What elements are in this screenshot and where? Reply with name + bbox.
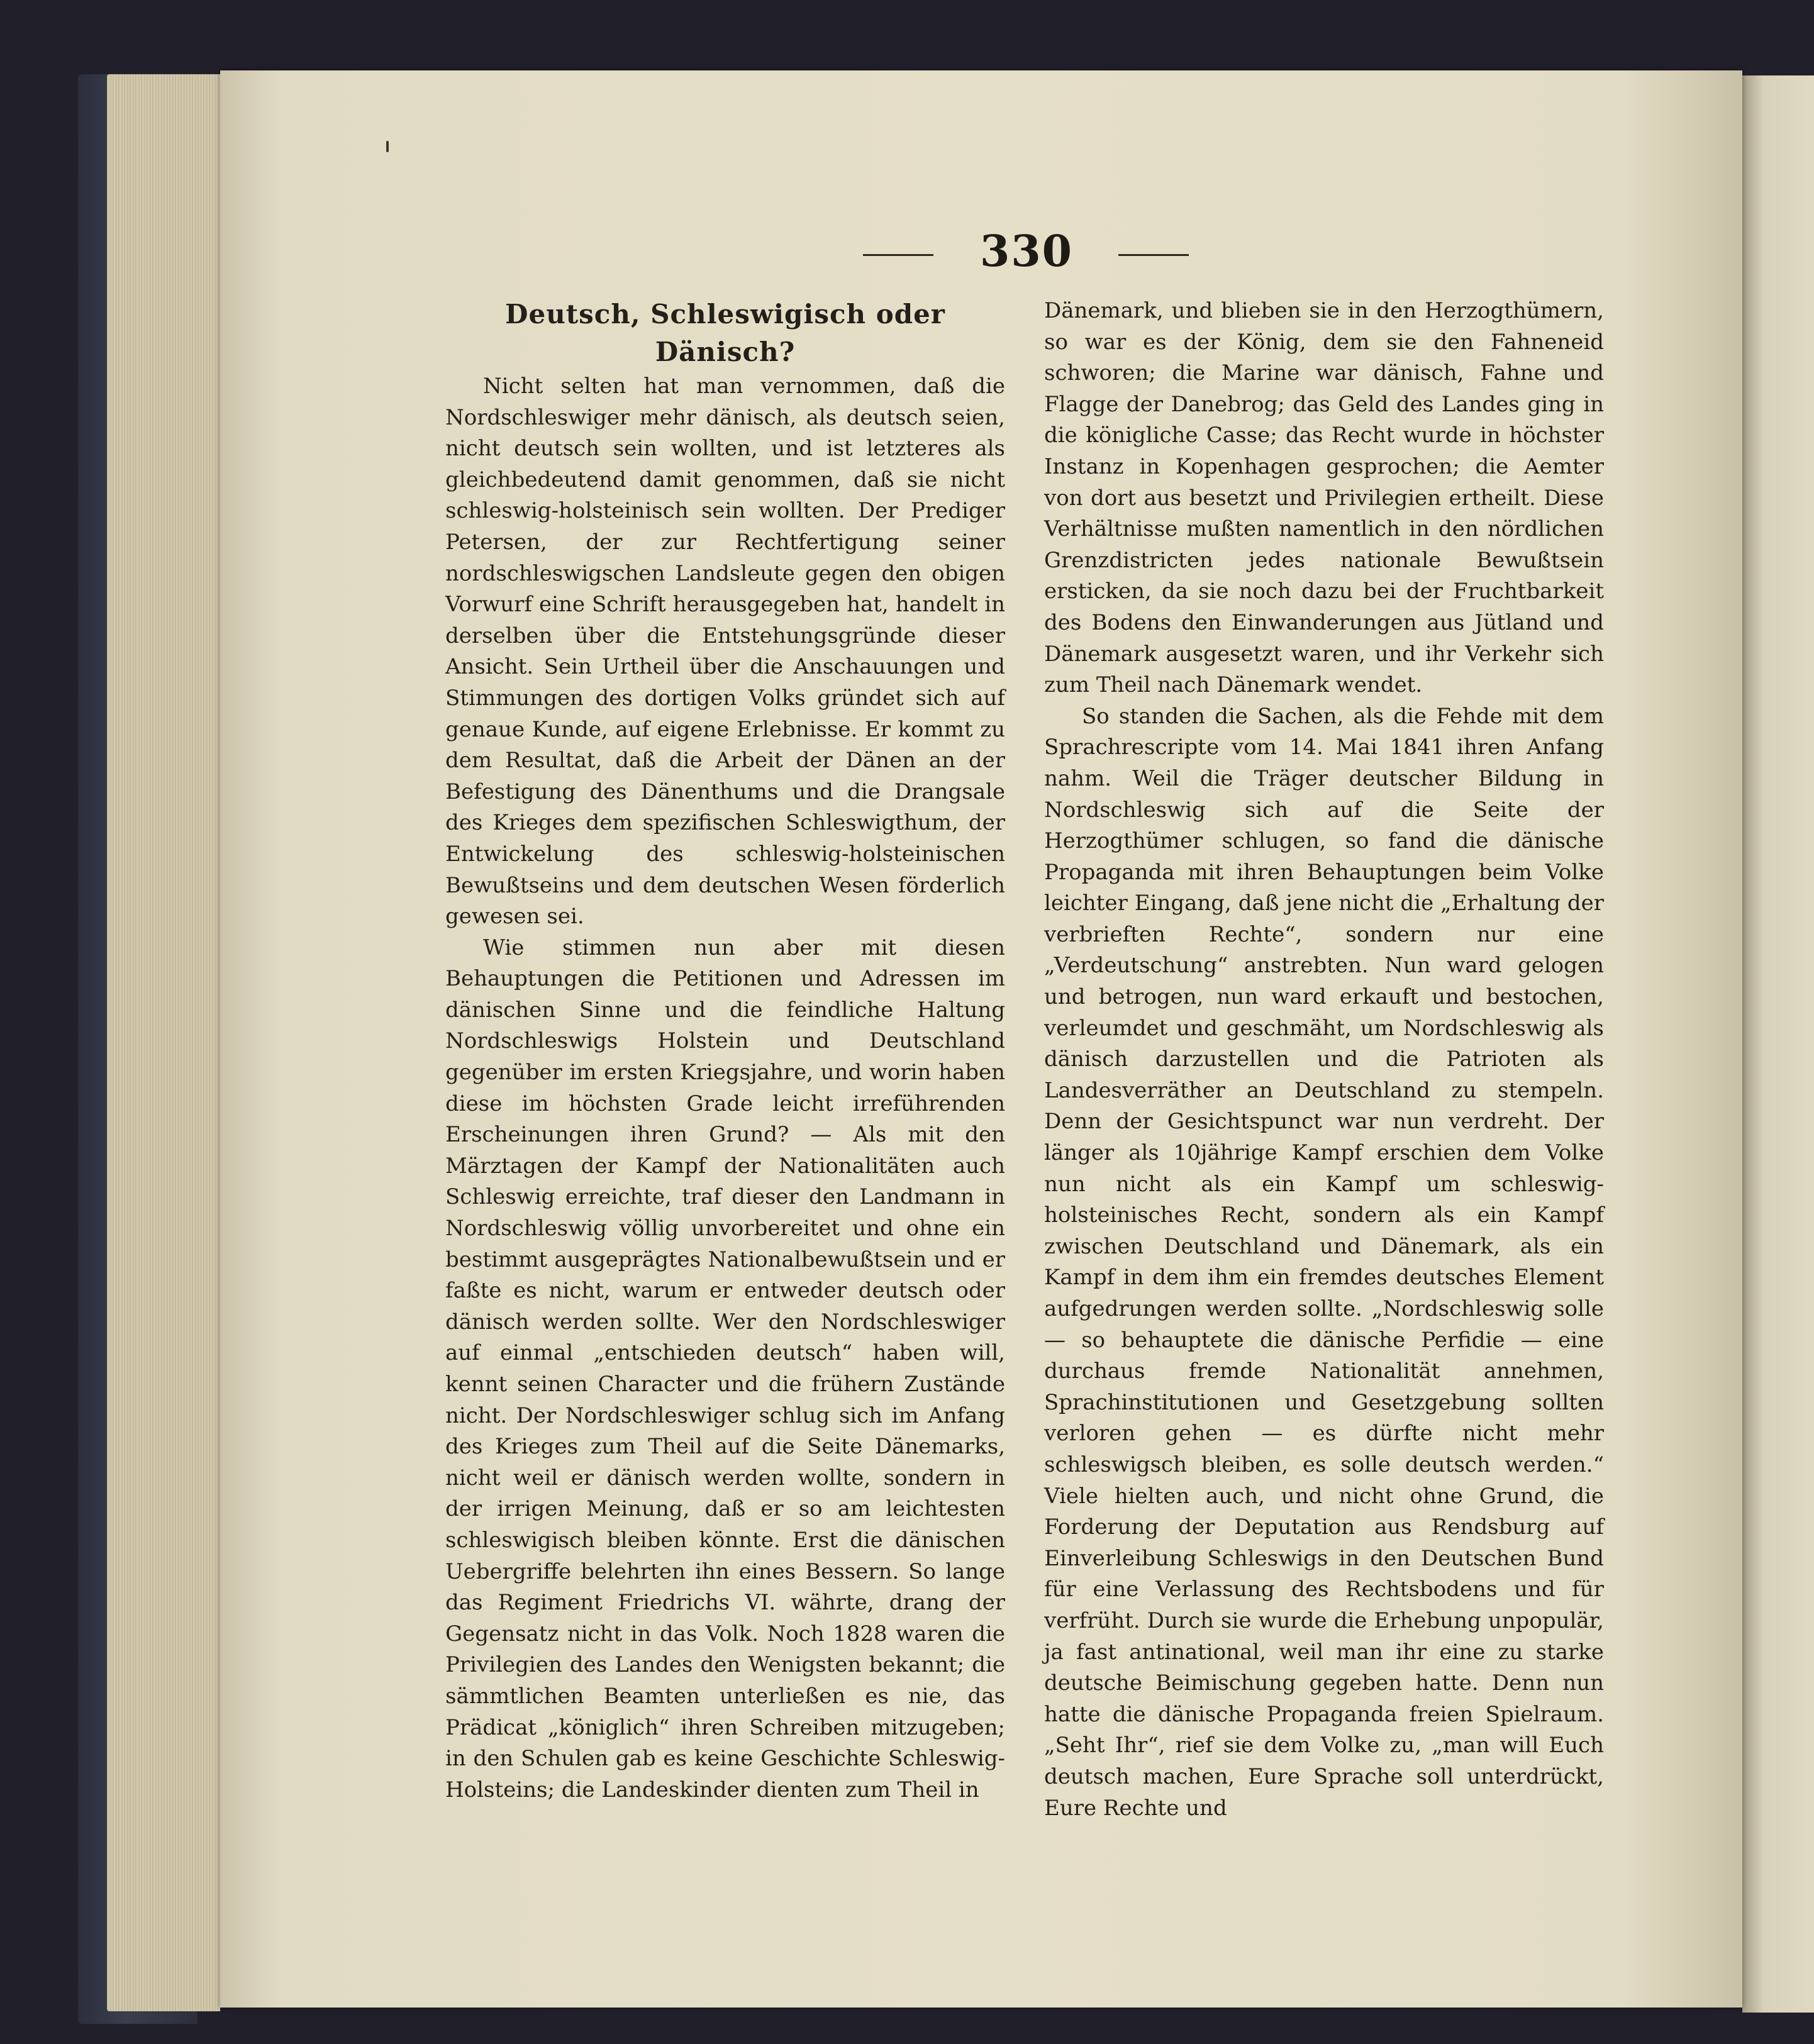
ink-mark — [386, 141, 389, 152]
paragraph: Nicht selten hat man vernommen, daß die Nordschleswiger mehr dänisch, als deutsch seien, nicht deutsch sein wollten, und ist letzteres als gleichbedeutend damit genommen, daß sie nicht schleswig-holsteinisch sein wollten. Der Prediger Petersen, der zur Rechtfertigung seiner nordschleswigschen Landsleute gegen den obigen Vorwurf eine Schrift herausgegeben hat, handelt in derselben über die Entstehungsgründe dieser Ansicht. Sein Urtheil über die Anschauungen und Stimmungen des dortigen Volks gründet sich auf genaue Kunde, auf eigene Erlebnisse. Er kommt zu dem Resultat, daß die Arbeit der Dänen an der Befestigung des Dänenthums und die Drangsale des Krieges dem spezifischen Schleswigthum, der Entwickelung des schleswig-holsteinischen Bewußtseins und dem deutschen Wesen förderlich gewesen sei. — [445, 374, 1005, 930]
paragraph: So standen die Sachen, als die Fehde mit dem Sprachrescripte vom 14. Mai 1841 ihren Anfang nahm. Weil die Träger deutscher Bildung in Nordschleswig sich auf die Seite der Herzogthümer schlugen, so fand die dänische Propaganda mit ihren Behauptungen beim Volke leichter Eingang, daß jene nicht die „Erhaltung der verbrieften Rechte“, sondern nur eine „Verdeutschung“ anstrebten. Nun ward gelogen und betrogen, nun ward erkauft und bestochen, verleumdet und geschmäht, um Nordschleswig als dänisch darzustellen und die Patrioten als Landesverräther an Deutschland zu stempeln. Denn der Gesichtspunct war nun verdreht. Der länger als 10jährige Kampf erschien dem Volke nun nicht als ein Kampf um schleswig-holsteinisches Recht, sondern als ein Kampf zwischen Deutschland und Dänemark, als ein Kampf in dem ihm ein fremdes deutsches Element aufgedrungen werden sollte. „Nordschleswig solle — so behauptete die dänische Perfidie — eine durchaus fremde Nationalität annehmen, Sprachinstitutionen und Gesetzgebung sollten verloren gehen — es dürfte nicht mehr schleswigsch bleiben, es solle deutsch werden.“ Viele hielten auch, und nicht ohne Grund, die Forderung der Deputation aus Rendsburg auf Einverleibung Schleswigs in den Deutschen Bund für eine Verlassung des Rechtsbodens und für verfrüht. Durch sie wurde die Erhebung unpopulär, ja fast antinational, weil man ihr eine zu starke deutsche Beimischung gegeben hatte. Denn nun hatte die dänische Propaganda freien Spielraum. „Seht Ihr“, rief sie dem Volke zu, „man will Euch deutsch machen, Eure Sprache soll unterdrückt, Eure Rechte und — [1044, 703, 1604, 1821]
article-title: Deutsch, Schleswigisch oder Dänisch? — [505, 299, 945, 367]
page-edges — [107, 74, 220, 2011]
left-column — [445, 296, 1005, 1806]
header-rule-right — [1118, 254, 1189, 256]
page-header — [863, 226, 1190, 277]
paragraph: Wie stimmen nun aber mit diesen Behauptungen die Petitionen und Adressen im dänischen Sinne und die feindliche Haltung Nordschleswigs Holstein und Deutschland gegenüber im ersten Kriegsjahre, und worin haben diese im höchsten Grade leicht irreführenden Erscheinungen ihren Grund? — Als mit den Märztagen der Kampf der Nationalitäten auch Schleswig erreichte, traf dieser den Landmann in Nordschleswig völlig unvorbereitet und ohne ein bestimmt ausgeprägtes Nationalbewußtsein und er faßte es nicht, warum er entweder deutsch oder dänisch werden sollte. Wer den Nordschleswiger auf einmal „entschieden deutsch“ haben will, kennt seinen Character und die frühern Zustände nicht. Der Nordschleswiger schlug sich im Anfang des Krieges zum Theil auf die Seite Dänemarks, nicht weil er dänisch werden wollte, sondern in der irrigen Meinung, daß er so am leichtesten schleswigisch bleiben könnte. Erst die dänischen Uebergriffe belehrten ihn eines Bessern. So lange das Regiment Friedrichs VI. währte, drang der Gegensatz nicht in das Volk. Noch 1828 waren die Privilegien des Landes den Wenigsten bekannt; die sämmtlichen Beamten unterließen es nie, das Prädicat „königlich“ ihren Schreiben mitzugeben; in den Schulen gab es keine Geschichte Schleswig-Holsteins; die Landeskinder dienten zum Theil in — [445, 935, 1005, 1802]
right-column — [1044, 296, 1604, 1824]
page-number: 330 — [980, 226, 1073, 277]
header-rule-left — [863, 254, 933, 256]
paragraph: Dänemark, und blieben sie in den Herzogthümern, so war es der König, dem sie den Fahneneid schworen; die Marine war dänisch, Fahne und Flagge der Danebrog; das Geld des Landes ging in die königliche Casse; das Recht wurde in höchster Instanz in Kopenhagen gesprochen; die Aemter von dort aus besetzt und Privilegien ertheilt. Diese Verhältnisse mußten namentlich in den nördlichen Grenzdistricten jedes nationale Bewußtsein ersticken, da sie noch dazu bei der Fruchtbarkeit des Bodens den Einwanderungen aus Jütland und Dänemark ausgesetzt waren, und ihr Verkehr sich zum Theil nach Dänemark wendet. — [1044, 298, 1604, 698]
facing-page-edge — [1742, 75, 1814, 2013]
